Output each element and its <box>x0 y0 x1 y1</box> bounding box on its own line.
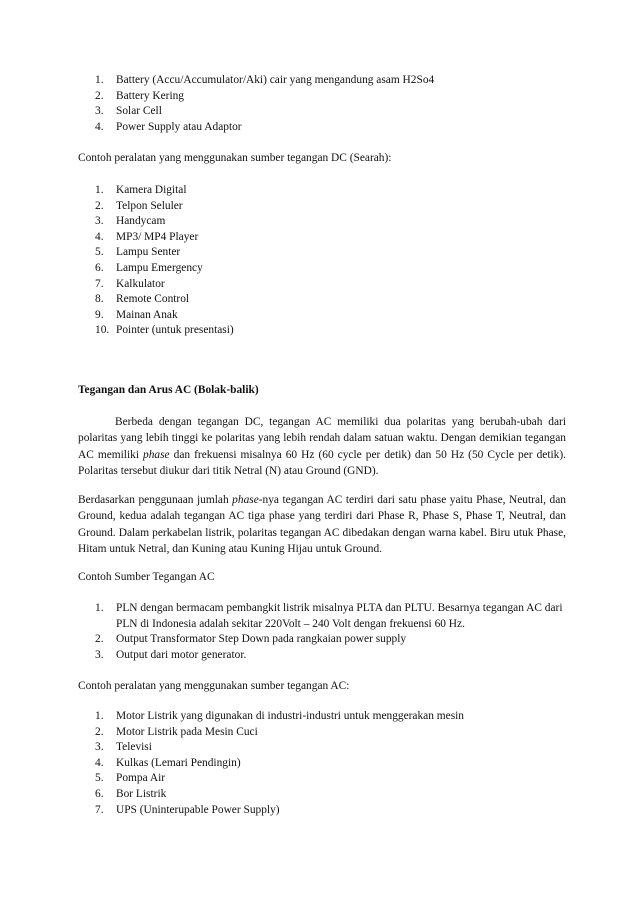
list-item-text: Motor Listrik yang digunakan di industri-industri untuk menggerakan mesin <box>116 710 464 722</box>
ac-devices-intro: Contoh peralatan yang menggunakan sumber tegangan AC: <box>78 680 350 692</box>
list-item-text: PLN dengan bermacam pembangkit listrik misalnya PLTA dan PLTU. Besarnya tegangan AC dari PLN di Indonesia adalah sekitar 220Volt – 240 Volt dengan frekuensi 60 Hz. <box>116 602 563 630</box>
list-item <box>95 308 234 324</box>
list-item-number: 5. <box>95 772 104 785</box>
ac-paragraph-1-italic: phase <box>143 448 170 461</box>
list-item-text: Battery (Accu/Accumulator/Aki) cair yang mengandung asam H2So4 <box>116 74 435 86</box>
list-item <box>95 601 567 632</box>
list-item-text: Battery Kering <box>116 89 185 102</box>
list-item-number: 2. <box>95 633 104 646</box>
list-item-number: 10. <box>95 324 110 337</box>
list-item <box>95 740 464 756</box>
list-item-number: 3. <box>95 741 104 754</box>
list-item <box>95 104 434 120</box>
list-item-number: 6. <box>95 787 104 800</box>
list-item-number: 5. <box>95 246 104 259</box>
list-item <box>95 756 464 772</box>
list-item-text: Kulkas (Lemari Pendingin) <box>116 756 241 769</box>
list-item-number: 2. <box>95 89 104 102</box>
ac-paragraph-1-text-b: dan frekuensi misalnya 60 Hz (60 cycle per detik) dan 50 Hz (50 Cycle per detik). Polaritas tersebut diukur dari titik Netral (N) atau Ground (GND). <box>78 448 566 478</box>
list-item <box>95 323 234 339</box>
list-item-number: 4. <box>95 756 104 769</box>
list-item-text: Kamera Digital <box>116 184 187 196</box>
list-item <box>95 245 234 261</box>
list-item <box>95 648 567 664</box>
ac-paragraph-2 <box>78 492 566 558</box>
list-item-number: 3. <box>95 648 104 661</box>
list-item <box>95 292 234 308</box>
list-item-text: MP3/ MP4 Player <box>116 230 199 243</box>
list-item-text: UPS (Uninterupable Power Supply) <box>116 803 280 816</box>
list-item-text: Motor Listrik pada Mesin Cuci <box>116 725 258 738</box>
list-item-text: Kalkulator <box>116 277 165 290</box>
list-item-number: 1. <box>95 184 104 196</box>
list-item-number: 1. <box>95 74 104 86</box>
ac-sources-list <box>95 601 567 663</box>
list-item-number: 8. <box>95 293 104 306</box>
list-item-number: 3. <box>95 105 104 118</box>
list-item-text: Output Transformator Step Down pada rangkaian power supply <box>116 633 407 646</box>
list-item <box>95 230 234 246</box>
list-item <box>95 199 234 215</box>
list-item-text: Solar Cell <box>116 105 162 118</box>
list-item-number: 1. <box>95 602 104 614</box>
list-item-number: 9. <box>95 308 104 321</box>
list-item <box>95 89 434 105</box>
list-item-number: 7. <box>95 803 104 816</box>
list-item-number: 7. <box>95 277 104 290</box>
list-item-text: Power Supply atau Adaptor <box>116 120 242 133</box>
list-item <box>95 120 434 136</box>
ac-devices-list <box>95 709 464 818</box>
list-item-number: 4. <box>95 120 104 133</box>
list-item-text: Output dari motor generator. <box>116 648 247 661</box>
list-item-number: 1. <box>95 710 104 722</box>
list-item-text: Remote Control <box>116 293 190 306</box>
ac-paragraph-1 <box>78 414 566 480</box>
list-item-text: Handycam <box>116 215 166 228</box>
dc-sources-list <box>95 73 434 135</box>
dc-devices-list <box>95 183 234 339</box>
ac-section-heading: Tegangan dan Arus AC (Bolak-balik) <box>78 384 259 396</box>
list-item-text: Lampu Senter <box>116 246 181 259</box>
list-item-number: 3. <box>95 215 104 228</box>
list-item-text: Pointer (untuk presentasi) <box>116 324 234 337</box>
list-item-number: 2. <box>95 725 104 738</box>
list-item <box>95 277 234 293</box>
list-item-text: Televisi <box>116 741 152 754</box>
list-item-text: Pompa Air <box>116 772 166 785</box>
ac-paragraph-2-text-b: -nya tegangan AC terdiri dari satu phase yaitu Phase, Neutral, dan Ground, kedua adalah tegangan AC tiga phase yang terdiri dari Phase R, Phase S, Phase T, Neutral, dan Ground. Dalam perkabelan listrik, polaritas tegangan AC dibedakan dengan warna kabel. Biru utuk Phase, Hitam untuk Netral, dan Kuning atau Kuning Hijau untuk Ground. <box>78 494 566 556</box>
list-item <box>95 73 434 89</box>
dc-devices-intro: Contoh peralatan yang menggunakan sumber tegangan DC (Searah): <box>78 152 392 164</box>
ac-paragraph-2-text-a: Berdasarkan penggunaan jumlah <box>78 494 233 506</box>
ac-paragraph-2-italic: phase <box>232 494 259 506</box>
list-item <box>95 787 464 803</box>
list-item <box>95 725 464 741</box>
list-item-text: Lampu Emergency <box>116 261 203 274</box>
list-item <box>95 709 464 725</box>
list-item <box>95 771 464 787</box>
list-item-text: Bor Listrik <box>116 787 167 800</box>
ac-paragraph-1-text-a: Berbeda dengan tegangan DC, tegangan AC memiliki dua polaritas yang berubah-ubah dari polaritas yang lebih tinggi ke polaritas yang lebih rendah dalam satuan waktu. Dengan demikian tegangan AC memiliki <box>78 416 566 461</box>
ac-sources-intro: Contoh Sumber Tegangan AC <box>78 571 215 583</box>
list-item-number: 2. <box>95 199 104 212</box>
list-item <box>95 183 234 199</box>
list-item-number: 4. <box>95 230 104 243</box>
list-item <box>95 803 464 819</box>
list-item-text: Mainan Anak <box>116 308 178 321</box>
list-item <box>95 261 234 277</box>
list-item <box>95 632 567 648</box>
list-item-number: 6. <box>95 261 104 274</box>
list-item <box>95 214 234 230</box>
list-item-text: Telpon Seluler <box>116 199 183 212</box>
